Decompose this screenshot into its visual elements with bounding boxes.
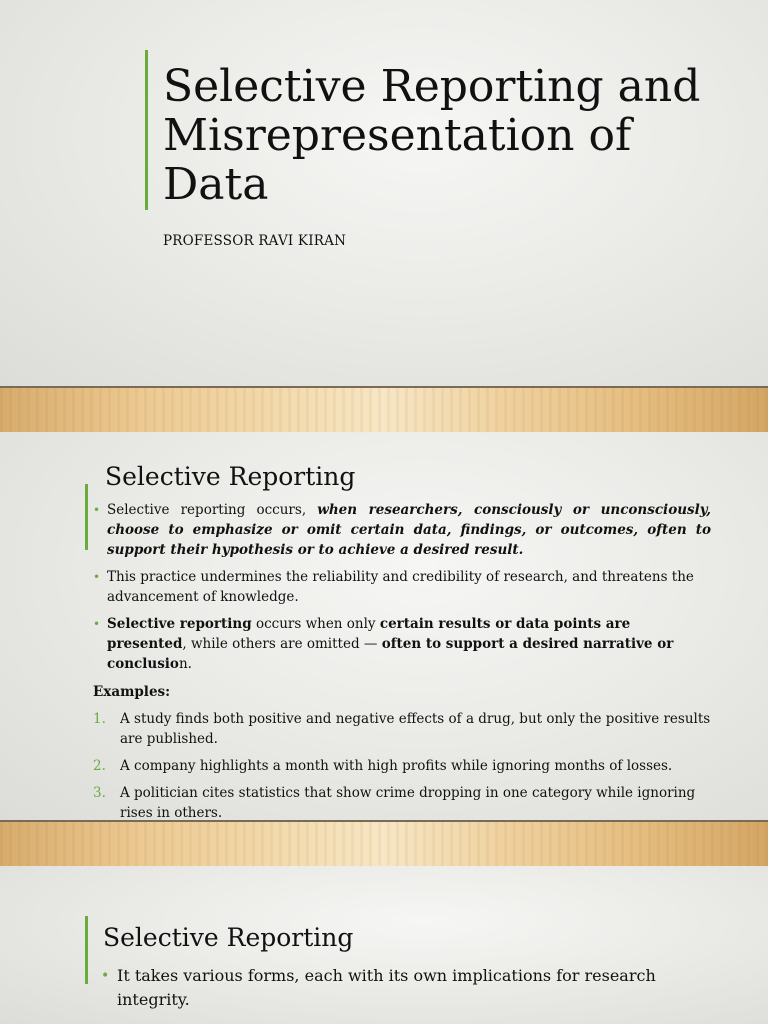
- accent-bar: [145, 50, 148, 210]
- bullet-icon: •: [93, 617, 101, 631]
- content-slide-selective-reporting-2: [0, 866, 768, 1024]
- numbered-item: [93, 709, 711, 749]
- slide-divider: [0, 386, 768, 432]
- bullet-text: , while others are omitted —: [182, 636, 382, 652]
- bullet-text: occurs when only: [251, 616, 380, 632]
- bullet-item: [93, 500, 711, 560]
- slide-divider: [0, 820, 768, 866]
- item-text: A company highlights a month with high profits while ignoring months of losses.: [120, 758, 673, 774]
- bullet-text: This practice undermines the reliability and credibility of research, and threatens the advancement of knowledge.: [107, 569, 694, 605]
- numbered-item: [93, 783, 711, 820]
- accent-bar: [85, 916, 88, 984]
- bullet-bold: often to support a desired narrative or conclusio: [107, 636, 674, 672]
- bullet-bold: certain results or data points are presented: [107, 616, 631, 652]
- item-text: A study finds both positive and negative effects of a drug, but only the positive results are published.: [120, 711, 711, 747]
- slide-title: Selective Reporting and Misrepresentation of Data: [163, 61, 701, 210]
- item-number: 1.: [93, 711, 106, 727]
- bullet-text: n.: [178, 656, 192, 672]
- accent-bar: [85, 484, 88, 550]
- slide-body: [93, 500, 711, 820]
- item-number: 2.: [93, 758, 106, 774]
- bullet-emphasis: when researchers, consciously or unconsciously, choose to emphasize or omit certain data, findings, or outcomes, often to support their hypothesis or to achieve a desired result.: [107, 502, 711, 558]
- slide-title: Selective Reporting: [103, 923, 354, 952]
- bullet-icon: •: [101, 968, 110, 984]
- slide-body: [101, 964, 701, 1022]
- bullet-text: Selective reporting occurs,: [107, 502, 318, 518]
- bullet-item: [101, 964, 701, 1012]
- item-text: A politician cites statistics that show crime dropping in one category while ignoring rises in others.: [120, 785, 696, 820]
- bullet-item: [93, 614, 711, 674]
- bullet-text: It takes various forms, each with its own implications for research integrity.: [117, 966, 656, 1009]
- content-slide-selective-reporting: [0, 432, 768, 820]
- bullet-icon: •: [93, 570, 101, 584]
- bullet-icon: •: [93, 503, 101, 517]
- bullet-item: [93, 567, 711, 607]
- numbered-item: [93, 756, 711, 776]
- bullet-bold: Selective reporting: [107, 616, 252, 632]
- examples-heading: Examples:: [93, 684, 171, 700]
- title-slide: [0, 0, 768, 386]
- slide-subtitle: PROFESSOR RAVI KIRAN: [163, 233, 347, 249]
- slide-title: Selective Reporting: [105, 462, 356, 491]
- item-number: 3.: [93, 785, 106, 801]
